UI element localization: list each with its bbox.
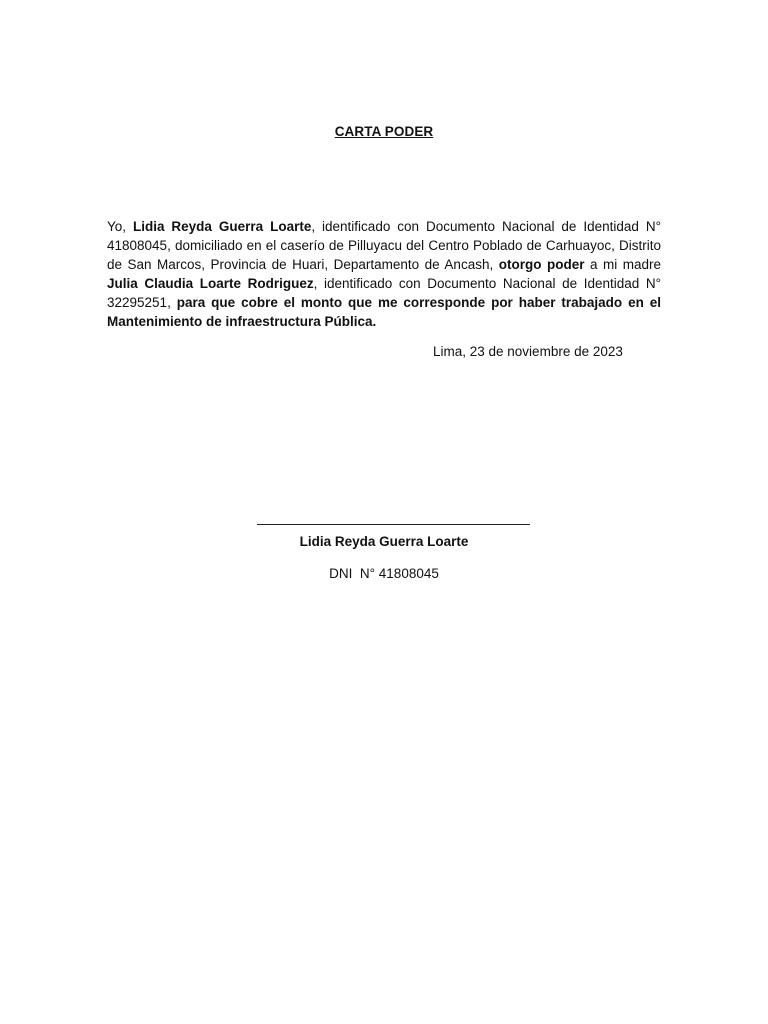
paragraph-text-1: Yo, xyxy=(107,219,133,234)
document-title: CARTA PODER xyxy=(334,124,434,139)
signature-line xyxy=(257,524,530,525)
paragraph-text-2: , identificado con Documento Nacional de Identidad N° 41808045, domiciliado en el caserío de Pilluyacu del Centro Poblado de Carhuayoc, Distrito de San Marcos, Provincia de Huari, Departamento de Ancash, xyxy=(107,219,661,272)
grant-phrase: otorgo poder xyxy=(498,257,585,272)
body-paragraph xyxy=(107,217,661,331)
signer-name: Lidia Reyda Guerra Loarte xyxy=(299,534,469,549)
signer-dni: DNI N° 41808045 xyxy=(329,566,439,581)
grantee-name: Julia Claudia Loarte Rodriguez xyxy=(107,276,314,291)
paragraph-text-3: a mi madre xyxy=(584,257,661,272)
grantor-name: Lidia Reyda Guerra Loarte xyxy=(132,219,312,234)
paragraph-text-4: , identificado con Documento Nacional de Identidad N° 32295251, xyxy=(107,276,662,310)
date-line: Lima, 23 de noviembre de 2023 xyxy=(433,344,623,359)
purpose-statement: para que cobre el monto que me corresponde por haber trabajado en el Mantenimiento de infraestructura Pública. xyxy=(107,295,661,329)
